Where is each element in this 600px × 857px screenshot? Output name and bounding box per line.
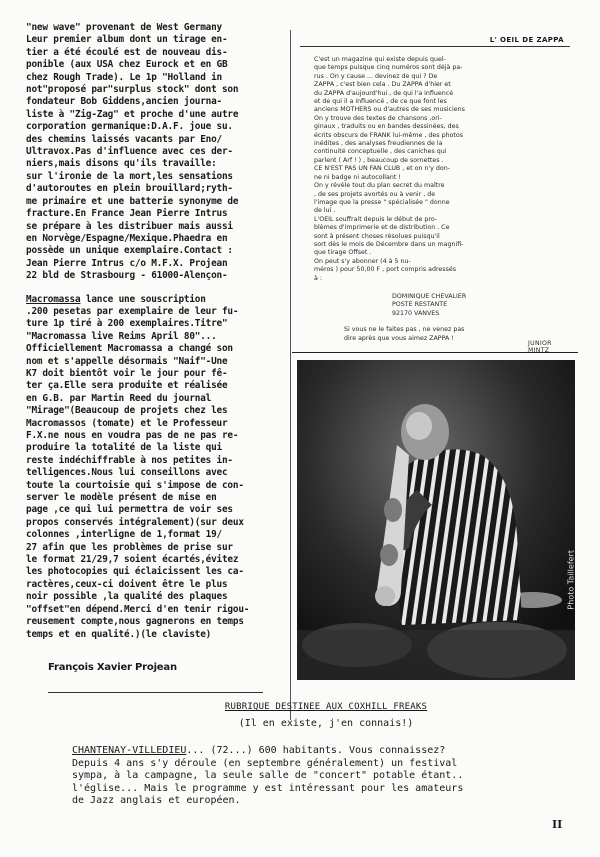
- left-divider-rule: [48, 692, 263, 693]
- section-subtitle: (Il en existe, j'en connais!): [238, 718, 414, 729]
- photo-credit: Photo Taillefert: [567, 550, 576, 610]
- author-signature: François Xavier Projean: [48, 662, 177, 673]
- page-number: II: [552, 818, 563, 831]
- zappa-title: L' OEIL DE ZAPPA: [489, 36, 564, 44]
- musician-photo: [297, 360, 575, 680]
- zappa-address: DOMINIQUE CHEVALIER POSTE RESTANTE 92170 VANVES: [392, 292, 467, 317]
- festival-paragraph: [72, 745, 542, 808]
- zappa-body: C'est un magazine qui existe depuis quel- que temps puisque cinq numéros sont déjà pa- rus . On y cause ... devinez de qui ? De ZAPPA , c'est bien cela . Du ZAPPA d'hier et du ZAPPA d'aujourd'hui , de qui l'a influencé et de qui il a influencé , de ce que font les anciens MOTHERS ou d'autres de ses musiciens On y trouve des textes de chansons ,ori- ginaux , traduits ou en bandes dessinées, des écrits obscurs de FRANK lui-même , des photos inédites , des analyses freudiennes de la continuité conceptuelle , des caniches qui parlent ( Arf ! ) , beaucoup de sornettes . CE N'EST PAS UN FAN CLUB , et on n'y don- ne ni badge ni autocollant ! On y révèle tout du plan secret du maître , de ses projets avortés ou à venir , de l'image que la presse " spécialisée " donne de lui . L'OEIL souffrait depuis le début de pro- blèmes d'imprimerie et de distribution . Ce sont à présent choses résolues puisqu'il sort dès le mois de Décembre dans un magnifi- que tirage Offset . On peut s'y abonner (4 à 5 nu- méros ) pour 50,00 F , port compris adressés à :: [314, 56, 465, 282]
- article-paragraph-macromassa: [26, 294, 284, 641]
- festival-lead: CHANTENAY-VILLEDIEU: [72, 745, 187, 756]
- zappa-article: [300, 36, 570, 354]
- zappa-footer: Si vous ne le faites pas , ne venez pas dire après que vous aimez ZAPPA !: [344, 326, 465, 342]
- article-paragraph-daf: "new wave" provenant de West Germany Leur premier album dont un tirage en- tier a été écoulé est de nouveau dis- ponible (aux USA chez Eurock et en GB chez Rough Trade). Le 1p "Holland in not"proposé par"surplus stock" dont son fondateur Bob Giddens,ancien journa- liste à "Zig-Zag" et proche d'une autre corporation germanique:D.A.F. joue su. des chemins laissés vacants par Eno/ Ultravox.Pas d'influence avec ces der- niers,mais disons qu'ils travaille: sur l'ironie de la mort,les sensations d'autoroutes en plein brouillard;ryth- me primaire et une batterie synonyme de fracture.En France Jean Pierre Intrus se prépare à les distribuer mais aussi en Norvège/Espagne/Mexique.Phaedra en possède un unique exemplaire.Contact : Jean Pierre Intrus c/o M.F.X. Projean 22 bld de Strasbourg - 61000-Alençon-: [26, 22, 239, 282]
- macromassa-lead: Macromassa: [26, 293, 81, 305]
- zappa-bottom-rule: [292, 352, 578, 353]
- saxophonist-illustration: [297, 360, 575, 680]
- zappa-signature: JUNIOR MINTZ: [528, 340, 552, 354]
- left-column: [26, 22, 284, 641]
- festival-text: ... (72...) 600 habitants. Vous connaissez? Depuis 4 ans s'y déroule (en septembre généralement) un festival sympa, à la campagne, la seule salle de "concert" potable étant.. l'église... Mais le programme y est intéressant pour les amateurs de Jazz anglais et européen.: [72, 745, 464, 807]
- column-divider: [290, 30, 291, 720]
- macromassa-text: lance une souscription .200 pesetas par exemplaire de leur fu- ture 1p tiré à 200 exemplaires.Titre" "Macromassa live Reims April 80"... Officiellement Macromassa a changé son nom et s'appelle désormais "Naif"-Une K7 doit bientôt voir le jour pour fê- ter ça.Elle sera produite et réalisée en G.B. par Martin Reed du journal "Mirage"(Beaucoup de projets chez les Macromassos (tomate) et le Professeur F.X.ne nous en voudra pas de ne pas re- produire la totalité de la liste qui reste indéchiffrable à nos petites in- telligences.Nous lui conseillons avec toute la courtoisie qui s'impose de con- server le modèle présent de mise en page ,ce qui lui permettra de voir ses propos conservés intégralement)(sur deux colonnes ,interligne de 1,format 19/ 27 afin que les problèmes de prise sur le format 21/29,7 soient écartés,évitez les photocopies qui éclaicissent les ca- ractères,ceux-ci doivent être le plus noir possible ,la qualité des plaques "offset"en dépend.Merci d'en tenir rigou- reusement compte,nous gagnerons en temps temps et en qualité.)(le claviste): [26, 293, 250, 640]
- section-heading: RUBRIQUE DESTINEE AUX COXHILL FREAKS: [224, 702, 428, 712]
